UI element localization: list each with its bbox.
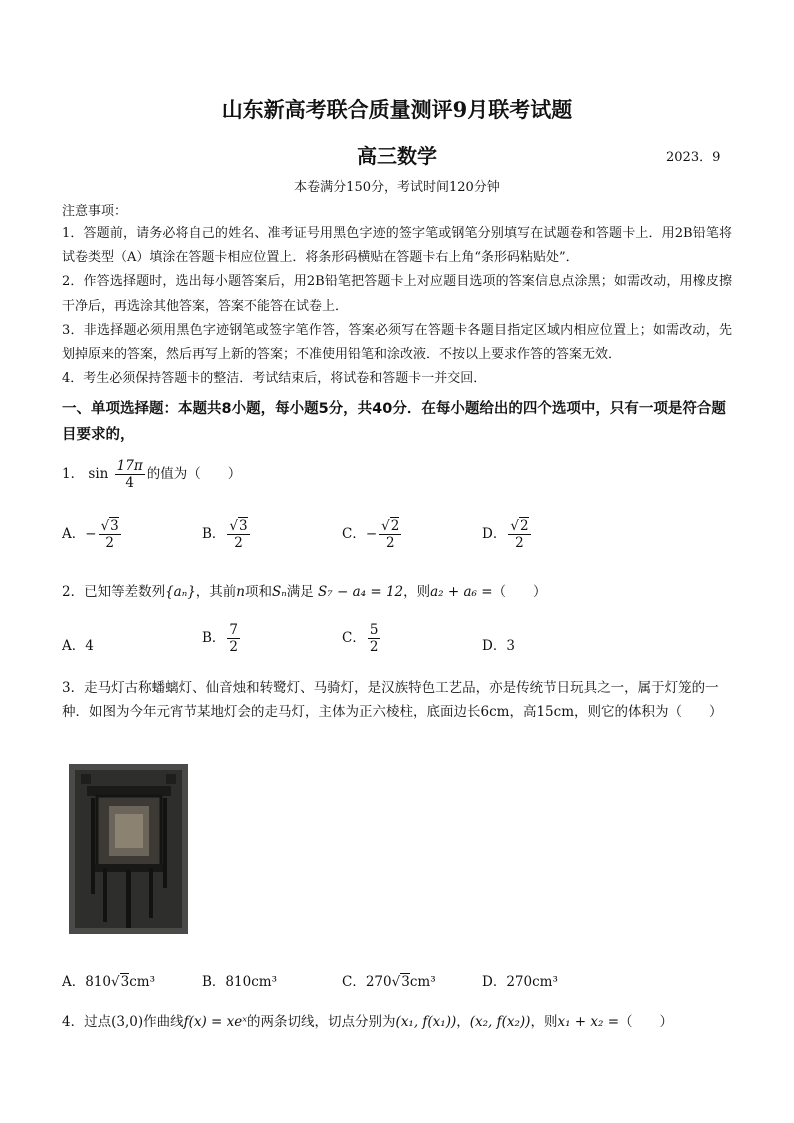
option-value: 810	[85, 974, 112, 990]
option-fraction	[368, 622, 381, 655]
q2-option-c	[342, 622, 382, 655]
q4-text: 作曲线	[143, 1014, 184, 1030]
section-heading: 一、单项选择题：本题共8小题，每小题5分，共40分．在每小题给出的四个选项中，只有一项是符合题目要求的，	[62, 401, 726, 443]
q1-option-b	[202, 518, 252, 551]
question-3: 3．走马灯古称蟠螭灯、仙音烛和转鹭灯、马骑灯，是汉族特色工艺品，亦是传统节日玩具之一，属于灯笼的一种．如图为今年元宵节某地灯会的走马灯，主体为正六棱柱，底面边长6cm，高15cm，则它的体积为（ ）	[62, 680, 723, 720]
question-1	[62, 458, 241, 491]
option-label: C．	[342, 974, 366, 990]
option-value: 270	[506, 974, 533, 990]
exam-subject: 高三数学	[357, 144, 437, 168]
option-unit: cm³	[532, 974, 558, 990]
q3-option-b	[202, 970, 277, 990]
q2-option-b	[202, 622, 242, 655]
lantern-photo	[69, 764, 188, 934]
q4-tail: （ ）	[619, 1014, 674, 1030]
option-num: 7	[229, 622, 239, 638]
option-value: 270	[365, 974, 392, 990]
note-item: 3．非选择题必须用黑色字迹钢笔或签字笔作答，答案必须写在答题卡各题目指定区域内相应位置上；如需改动，先划掉原来的答案，然后再写上新的答案；不准使用铅笔和涂改液．不按以上要求作答的答案无效．	[62, 322, 732, 363]
option-radicand: 3	[239, 518, 248, 534]
option-label: B．	[202, 974, 226, 990]
q2-sn: Sₙ	[272, 584, 287, 600]
q2-n: n	[236, 584, 245, 600]
q2-text: ，则	[403, 584, 431, 600]
exam-date: 2023．9	[666, 150, 721, 165]
q1-option-a	[62, 518, 123, 551]
q1-option-d	[482, 518, 533, 551]
q2-tail: （ ）	[492, 584, 547, 600]
option-label: B．	[202, 630, 226, 646]
q4-point: (3,0)	[111, 1014, 144, 1030]
option-unit: cm³	[409, 974, 436, 990]
option-fraction	[227, 622, 240, 655]
q1-func: sin	[88, 466, 109, 482]
q1-suffix: 的值为（ ）	[146, 466, 242, 482]
q1-fraction	[115, 458, 145, 491]
q2-option-d	[482, 634, 515, 654]
q2-text: 2．已知等差数列	[62, 584, 166, 600]
option-den: 2	[369, 639, 379, 655]
q1-option-c	[342, 518, 403, 551]
option-unit: cm³	[129, 974, 156, 990]
option-fraction: $\frac{√3}{2}$	[100, 518, 119, 551]
option-radicand: 3	[401, 974, 410, 990]
option-sign: −	[85, 526, 97, 542]
q2-option-a	[62, 634, 94, 654]
option-label: D．	[482, 526, 507, 542]
option-den: 2	[515, 535, 524, 551]
option-label: A．	[62, 638, 86, 654]
option-value: 810	[225, 974, 252, 990]
option-sign: −	[365, 526, 378, 542]
q4-text: ，则	[530, 1014, 558, 1030]
note-item: 1．答题前，请务必将自己的姓名、准考证号用黑色字迹的签字笔或钢笔分别填写在试题卷和答题卡上．用2B铅笔将试卷类型（A）填涂在答题卡相应位置上．将条形码横贴在答题卡右上角“条形码粘贴处”．	[62, 226, 732, 266]
q1-frac-den: 4	[125, 475, 134, 491]
option-fraction: $\frac{√3}{2}$	[229, 518, 248, 551]
option-fraction: $\frac{√2}{2}$	[381, 518, 400, 551]
option-label: C．	[342, 630, 366, 646]
option-label: D．	[482, 638, 507, 654]
option-den: 2	[385, 535, 395, 551]
q2-text: 项和	[245, 584, 272, 600]
question-4	[62, 1010, 673, 1030]
q4-point1: (x₁, f(x₁))	[395, 1014, 457, 1030]
option-radicand: 3	[110, 518, 119, 534]
lantern-illustration	[69, 764, 188, 934]
q4-text: 的两条切线，切点分别为	[247, 1014, 396, 1030]
q3-option-d	[482, 970, 558, 990]
note-item: 2．作答选择题时，选出每小题答案后，用2B铅笔把答题卡上对应题目选项的答案信息点涂黑；如需改动，用橡皮擦干净后，再选涂其他答案，答案不能答在试卷上．	[62, 274, 732, 314]
note-item: 4．考生必须保持答题卡的整洁．考试结束后，将试卷和答题卡一并交回．	[62, 371, 487, 387]
option-radicand: 2	[519, 518, 529, 534]
q4-ask: x₁ + x₂ =	[557, 1014, 620, 1030]
q4-comma: ，	[456, 1014, 470, 1030]
notes-heading: 注意事项：	[62, 204, 128, 219]
option-label: A．	[62, 974, 86, 990]
option-value: 3	[506, 638, 515, 654]
option-label: B．	[202, 526, 226, 542]
option-den: 2	[105, 535, 114, 551]
q3-option-c: C．270√3cm³	[342, 974, 436, 990]
q2-ask: a₂ + a₆ =	[430, 584, 493, 600]
q1-frac-num: 17π	[116, 458, 143, 474]
option-den: 2	[234, 535, 243, 551]
exam-title: 山东新高考联合质量测评9月联考试题	[221, 97, 573, 122]
option-den: 2	[229, 639, 239, 655]
q3-option-a: A．810√3cm³	[62, 974, 156, 990]
option-fraction: $\frac{√2}{2}$	[510, 518, 529, 551]
q2-equation: S₇ − a₄ = 12	[318, 584, 404, 600]
q2-text: 满足	[286, 584, 314, 600]
option-radicand: 2	[390, 518, 400, 534]
score-info: 本卷满分150分，考试时间120分钟	[294, 180, 500, 195]
q4-point2: (x₂, f(x₂))	[469, 1014, 531, 1030]
option-unit: cm³	[251, 974, 277, 990]
q2-text: ，其前	[195, 584, 237, 600]
option-label: C．	[342, 526, 366, 542]
q1-number: 1．	[62, 466, 85, 482]
option-num: 5	[369, 622, 379, 638]
question-2	[62, 580, 547, 600]
option-label: A．	[62, 526, 86, 542]
notes-list	[62, 222, 732, 391]
q2-sequence: {aₙ}	[165, 584, 196, 600]
q4-function: f(x) = xeˣ	[183, 1014, 248, 1030]
q4-text: 4．过点	[62, 1014, 112, 1030]
option-radicand: 3	[120, 974, 130, 990]
option-value: 4	[85, 638, 94, 654]
option-label: D．	[482, 974, 507, 990]
